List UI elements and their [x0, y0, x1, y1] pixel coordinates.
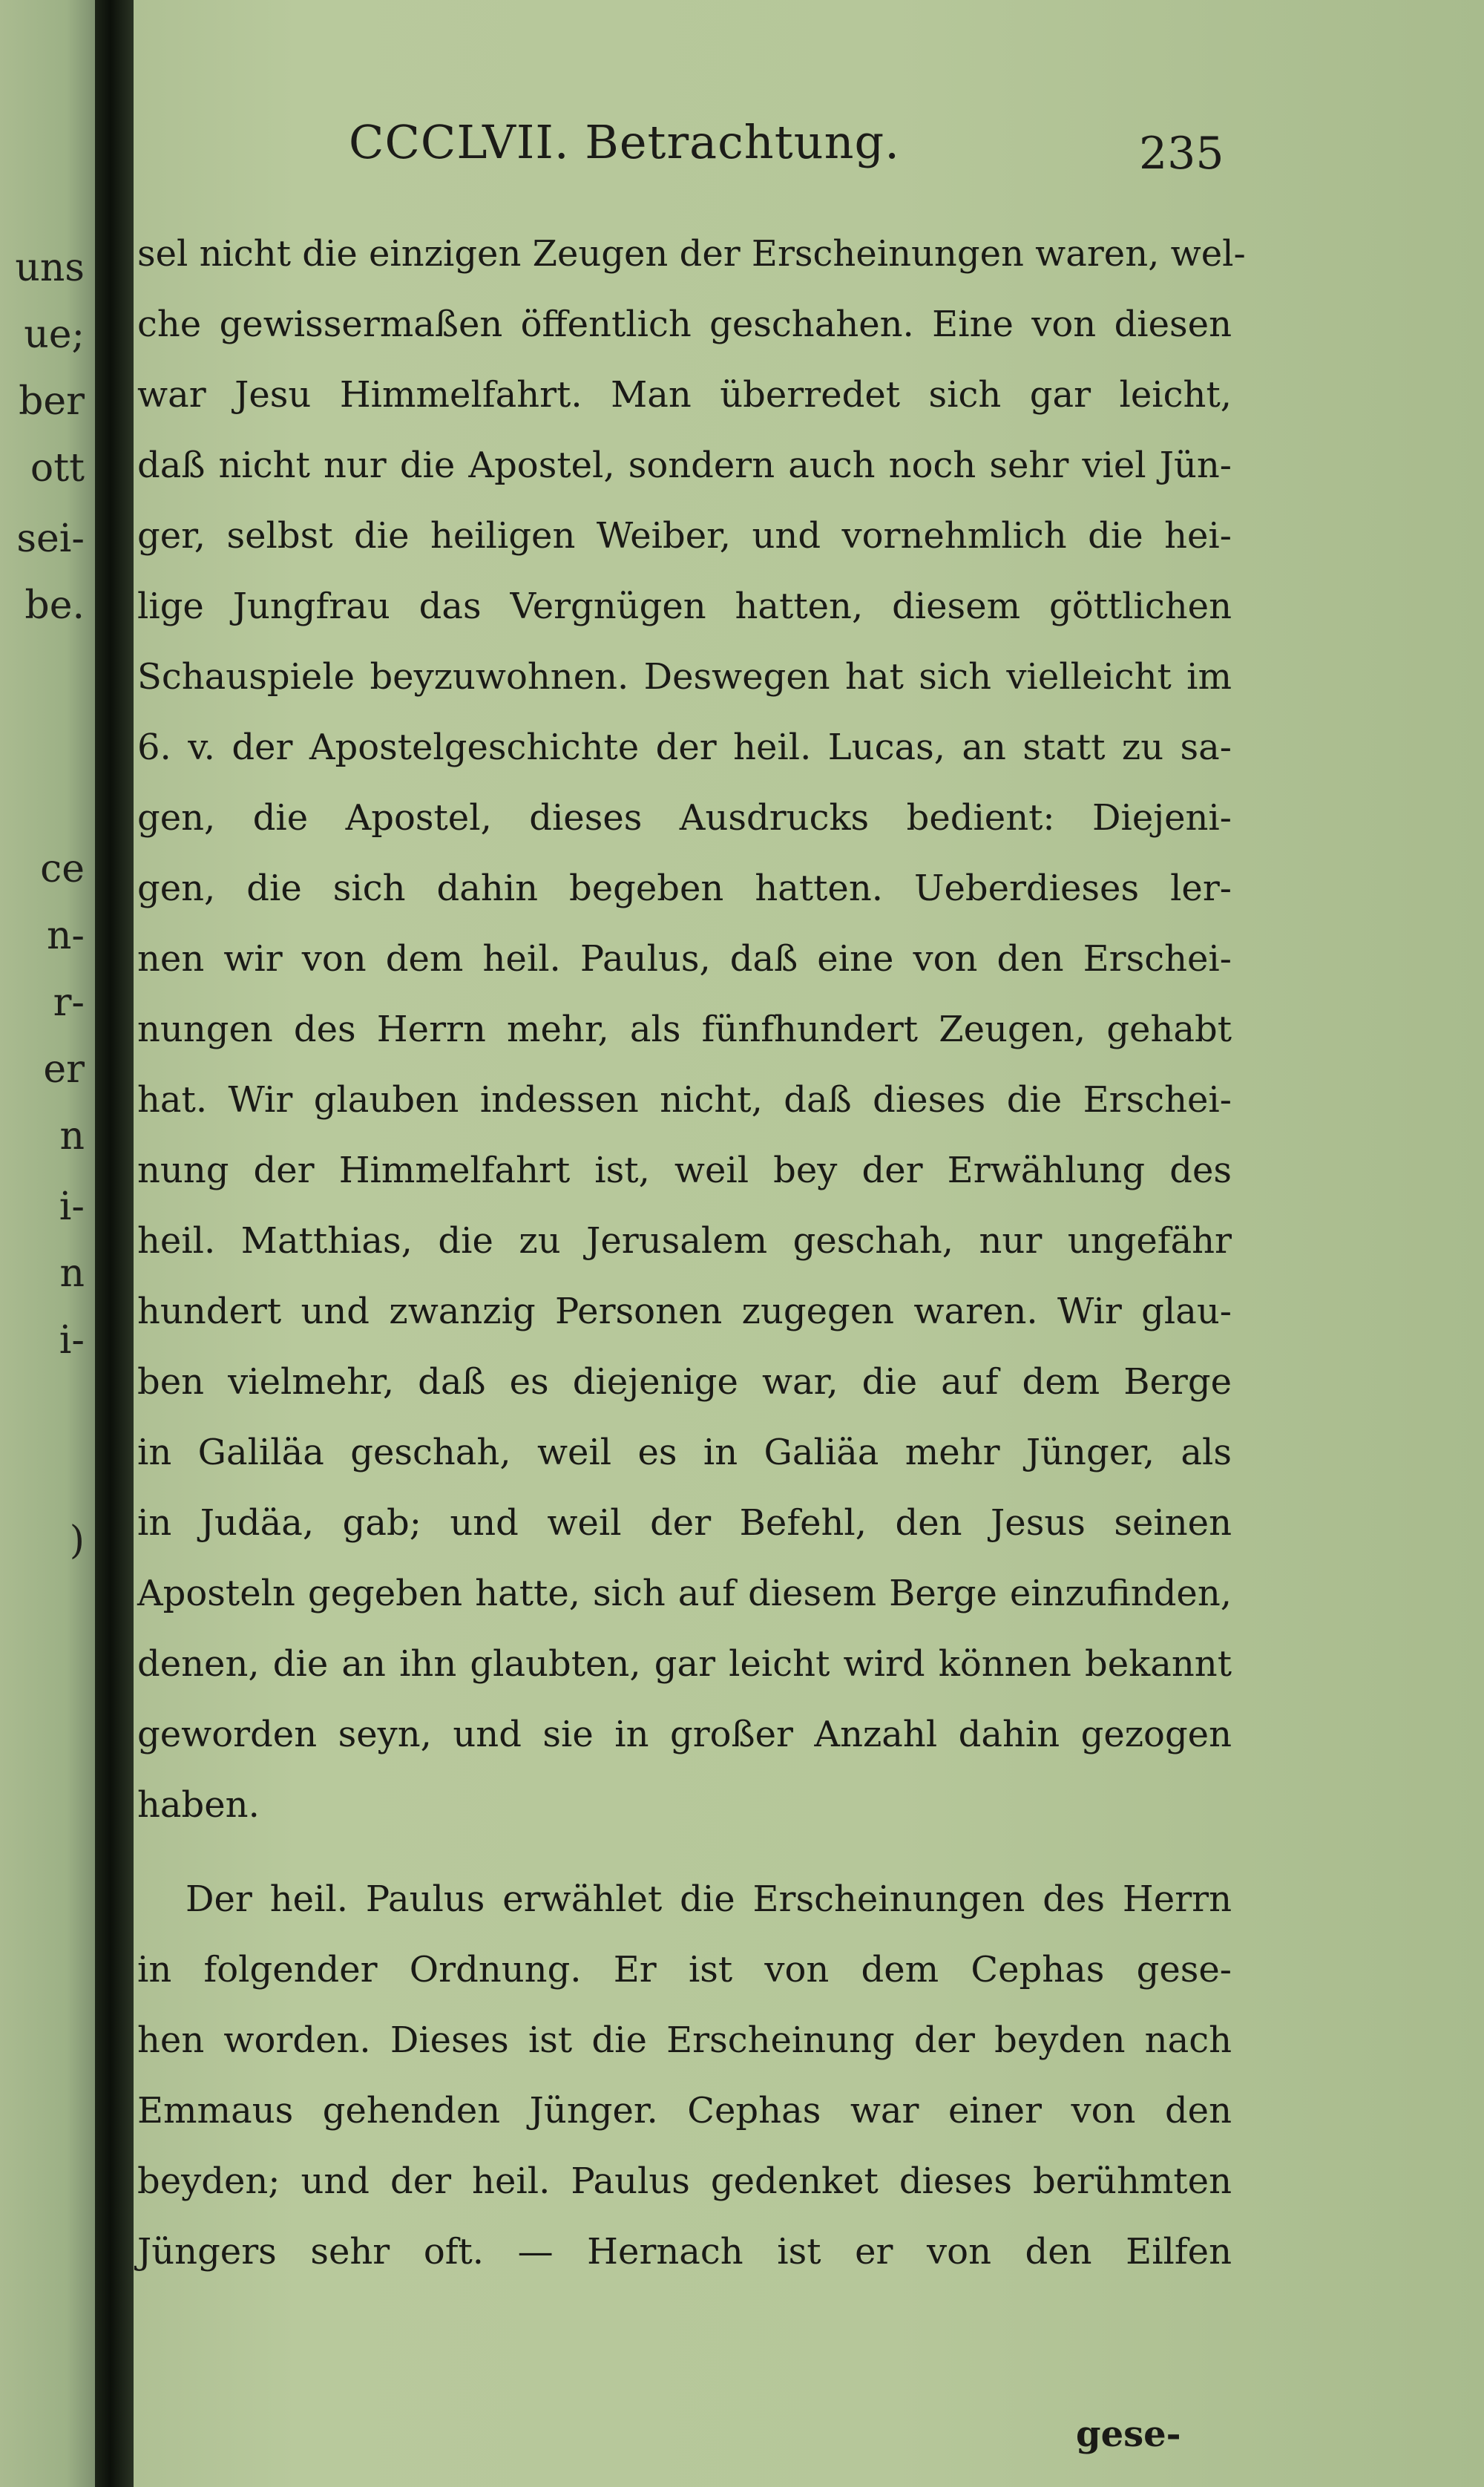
facing-page-edge	[0, 0, 95, 2487]
margin-fragment: )	[69, 1518, 85, 1563]
margin-fragment: i-	[59, 1184, 85, 1229]
margin-fragment: r-	[53, 980, 85, 1025]
text-line: war Jesu Himmelfahrt. Man überredet sich gar leicht,	[137, 374, 1232, 416]
margin-fragment: be.	[24, 583, 85, 628]
text-line: hundert und zwanzig Personen zugegen waren. Wir glau-	[137, 1291, 1232, 1332]
text-line: in Judäa, gab; und weil der Befehl, den Jesus seinen	[137, 1502, 1232, 1544]
margin-fragment: uns	[15, 246, 85, 290]
page-number: 235	[1139, 128, 1224, 180]
text-line: sel nicht die einzigen Zeugen der Erscheinungen waren, wel-	[137, 233, 1246, 275]
catchword: gese-	[1076, 2414, 1181, 2455]
text-line: Emmaus gehenden Jünger. Cephas war einer von den	[137, 2090, 1232, 2132]
header-title: CCCLVII. Betrachtung.	[349, 115, 900, 169]
margin-fragment: sei-	[16, 517, 85, 561]
text-line: hen worden. Dieses ist die Erscheinung der beyden nach	[137, 2019, 1232, 2061]
text-line: ger, selbst die heiligen Weiber, und vornehmlich die hei-	[137, 515, 1232, 557]
margin-fragment: n	[59, 1251, 85, 1296]
margin-fragment: i-	[59, 1318, 85, 1363]
text-line: gen, die sich dahin begeben hatten. Ueberdieses ler-	[137, 868, 1232, 909]
margin-fragment: ott	[30, 446, 85, 491]
book-gutter	[95, 0, 134, 2487]
margin-fragment: ue;	[24, 312, 85, 357]
text-line: che gewissermaßen öffentlich geschahen. Eine von diesen	[137, 304, 1232, 345]
running-header	[349, 115, 1239, 182]
text-line: gen, die Apostel, dieses Ausdrucks bedient: Diejeni-	[137, 797, 1232, 839]
text-line: ben vielmehr, daß es diejenige war, die auf dem Berge	[137, 1361, 1232, 1403]
text-line: daß nicht nur die Apostel, sondern auch noch sehr viel Jün-	[137, 445, 1232, 486]
margin-fragment: n	[59, 1114, 85, 1159]
margin-fragment: n-	[46, 914, 85, 958]
text-line: heil. Matthias, die zu Jerusalem geschah, nur ungefähr	[137, 1220, 1232, 1262]
text-line: beyden; und der heil. Paulus gedenket dieses berühmten	[137, 2160, 1232, 2202]
text-line: 6. v. der Apostelgeschichte der heil. Lucas, an statt zu sa-	[137, 727, 1232, 768]
text-line: Jüngers sehr oft. — Hernach ist er von den Eilfen	[137, 2231, 1232, 2273]
text-line: nung der Himmelfahrt ist, weil bey der Erwählung des	[137, 1150, 1232, 1191]
text-line: geworden seyn, und sie in großer Anzahl dahin gezogen	[137, 1714, 1232, 1755]
text-line: hat. Wir glauben indessen nicht, daß dieses die Erschei-	[137, 1079, 1232, 1121]
text-line: lige Jungfrau das Vergnügen hatten, diesem göttlichen	[137, 586, 1232, 627]
text-line: denen, die an ihn glaubten, gar leicht wird können bekannt	[137, 1643, 1232, 1685]
text-line: Der heil. Paulus erwählet die Erscheinungen des Herrn	[186, 1878, 1232, 1920]
text-line: Aposteln gegeben hatte, sich auf diesem Berge einzufinden,	[137, 1573, 1232, 1614]
margin-fragment: er	[43, 1047, 85, 1092]
text-line: haben.	[137, 1784, 260, 1826]
margin-fragment: ber	[19, 379, 85, 424]
text-line: in Galiläa geschah, weil es in Galiäa mehr Jünger, als	[137, 1432, 1232, 1473]
text-line: nen wir von dem heil. Paulus, daß eine von den Erschei-	[137, 938, 1232, 980]
margin-fragment: ce	[40, 847, 85, 891]
text-line: Schauspiele beyzuwohnen. Deswegen hat sich vielleicht im	[137, 656, 1232, 698]
text-line: nungen des Herrn mehr, als fünfhundert Zeugen, gehabt	[137, 1009, 1232, 1050]
text-line: in folgender Ordnung. Er ist von dem Cephas gese-	[137, 1949, 1232, 1990]
